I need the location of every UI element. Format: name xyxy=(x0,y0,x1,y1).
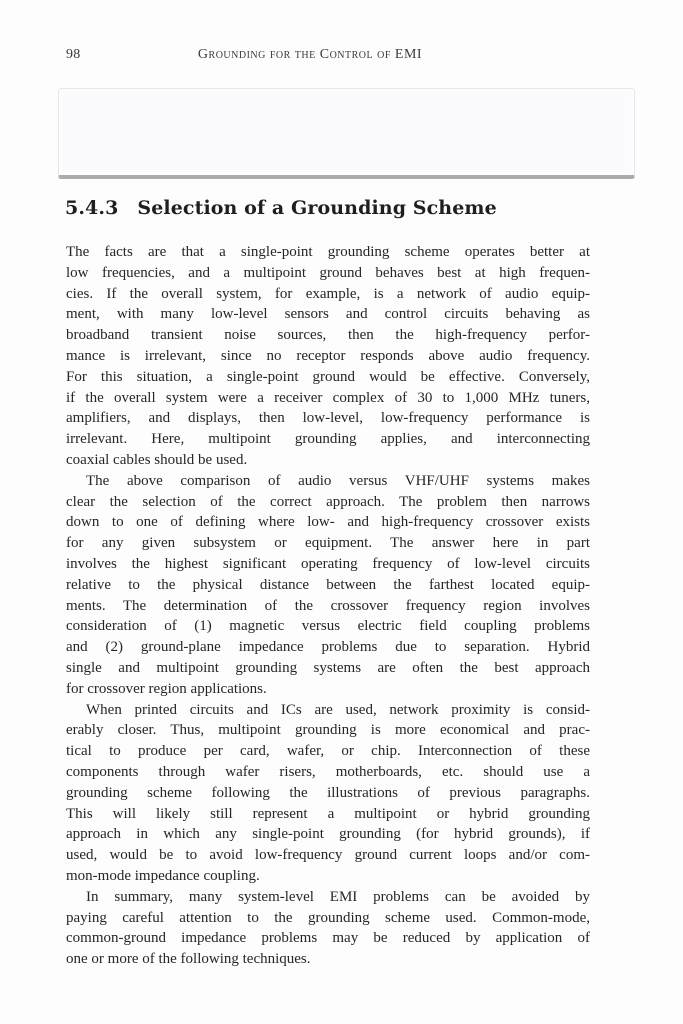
body-text xyxy=(66,242,590,970)
text-line: When printed circuits and ICs are used, network proximity is consid- xyxy=(86,701,590,718)
text-line: paying careful attention to the grounding scheme used. Common-mode, xyxy=(66,909,590,926)
text-line: common-ground impedance problems may be reduced by application of xyxy=(66,930,590,947)
text-line: This will likely still represent a multipoint or hybrid grounding xyxy=(66,805,590,822)
text-line: irrelevant. Here, multipoint grounding applies, and interconnecting xyxy=(66,431,590,448)
text-line: relative to the physical distance between the farthest located equip- xyxy=(66,576,590,593)
text-line: tical to produce per card, wafer, or chip. Interconnection of these xyxy=(66,743,590,760)
text-line: The above comparison of audio versus VHF/UHF systems makes xyxy=(86,472,590,489)
text-line: ments. The determination of the crossover frequency region involves xyxy=(66,597,590,614)
text-line: cies. If the overall system, for example, is a network of audio equip- xyxy=(66,285,590,302)
running-title: Grounding for the Control of EMI xyxy=(197,47,423,62)
section-title: Selection of a Grounding Scheme xyxy=(137,197,497,219)
text-line: single and multipoint grounding systems are often the best approach xyxy=(66,659,590,676)
text-line: mon-mode impedance coupling. xyxy=(66,867,260,884)
text-line: erably closer. Thus, multipoint grounding is more economical and prac- xyxy=(66,722,590,739)
paragraph xyxy=(66,887,590,970)
text-line: low frequencies, and a multipoint ground behaves best at high frequen- xyxy=(66,264,590,281)
text-line: down to one of defining where low- and high-frequency crossover exists xyxy=(66,514,590,531)
paragraph xyxy=(66,471,590,700)
section-number: 5.4.3 xyxy=(65,197,119,219)
text-line: used, would be to avoid low-frequency ground current loops and/or com- xyxy=(66,847,590,864)
text-line: broadband transient noise sources, then the high-frequency perfor- xyxy=(66,327,590,344)
page-header xyxy=(0,47,683,65)
text-line: approach in which any single-point grounding (for hybrid grounds), if xyxy=(66,826,590,843)
text-line: grounding scheme following the illustrations of previous paragraphs. xyxy=(66,784,590,801)
text-line: and (2) ground-plane impedance problems due to separation. Hybrid xyxy=(66,639,590,656)
text-line: The facts are that a single-point grounding scheme operates better at xyxy=(66,244,590,260)
text-line: involves the highest significant operating frequency of low-level circuits xyxy=(66,555,590,572)
text-line: clear the selection of the correct approach. The problem then narrows xyxy=(66,493,590,510)
paragraph xyxy=(66,700,590,887)
text-line: for any given subsystem or equipment. The answer here in part xyxy=(66,535,590,552)
text-line: amplifiers, and displays, then low-level, low-frequency performance is xyxy=(66,410,590,427)
text-line: consideration of (1) magnetic versus electric field coupling problems xyxy=(66,618,590,635)
text-line: coaxial cables should be used. xyxy=(66,451,248,468)
text-line: ment, with many low-level sensors and control circuits behaving as xyxy=(66,306,590,323)
text-line: mance is irrelevant, since no receptor responds above audio frequency. xyxy=(66,347,590,364)
text-line: In summary, many system-level EMI problems can be avoided by xyxy=(86,888,590,905)
text-line: one or more of the following techniques. xyxy=(66,951,311,968)
paragraph xyxy=(66,242,590,471)
empty-figure-placeholder xyxy=(58,88,635,179)
page-number: 98 xyxy=(66,47,81,62)
text-line: if the overall system were a receiver complex of 30 to 1,000 MHz tuners, xyxy=(66,389,590,406)
section-heading xyxy=(65,197,497,219)
text-line: components through wafer risers, motherboards, etc. should use a xyxy=(66,763,590,780)
text-line: for crossover region applications. xyxy=(66,680,267,697)
text-line: For this situation, a single-point ground would be effective. Conversely, xyxy=(66,368,590,385)
